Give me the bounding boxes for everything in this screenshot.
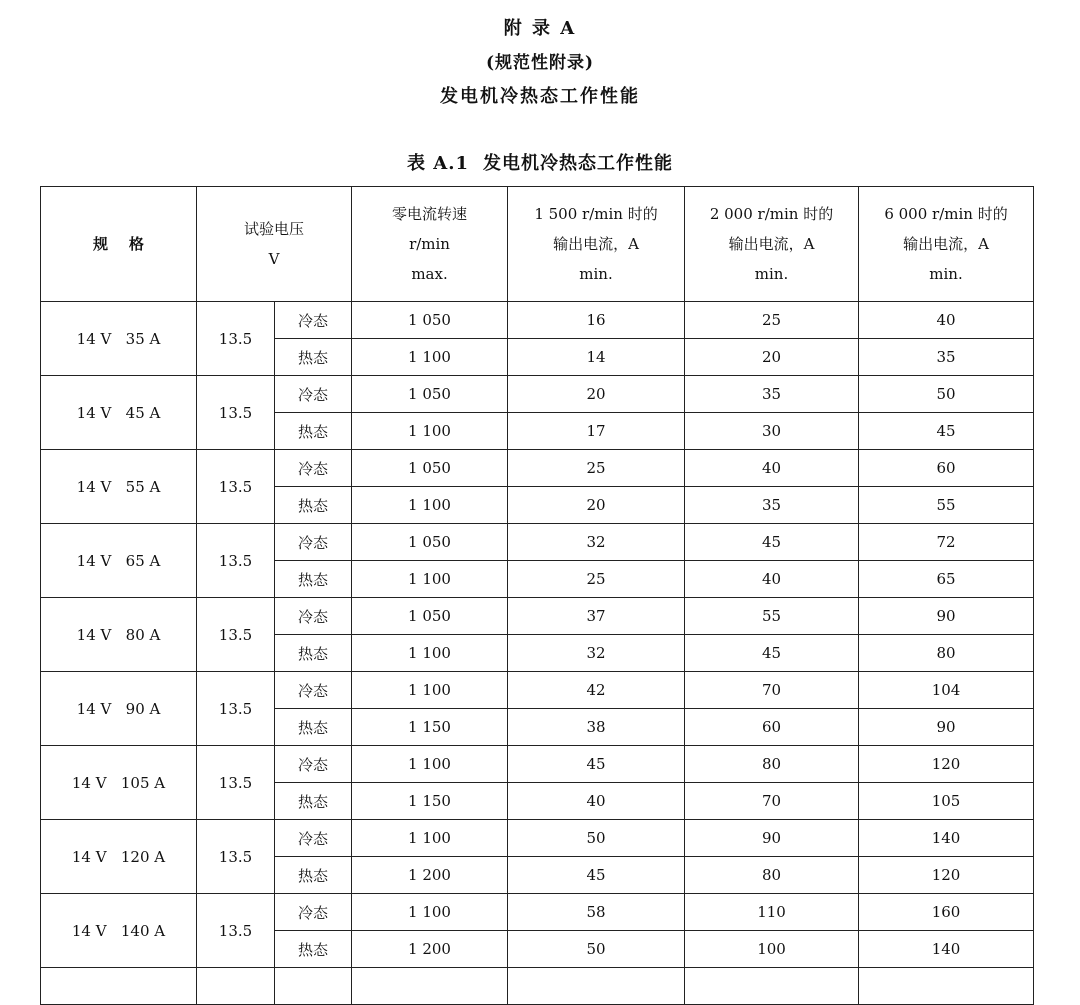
zero-speed-cell: 1 100 bbox=[352, 894, 508, 931]
state-cell: 冷态 bbox=[275, 598, 352, 635]
current-1500-cell: 40 bbox=[508, 783, 685, 820]
current-1500-cell: 50 bbox=[508, 820, 685, 857]
spec-cell: 14 V 55 A bbox=[41, 450, 197, 524]
header-current-6000-line: 6 000 r/min 时的 bbox=[884, 205, 1008, 223]
state-cell: 冷态 bbox=[275, 746, 352, 783]
zero-speed-cell: 1 100 bbox=[352, 820, 508, 857]
current-6000-cell: 90 bbox=[859, 709, 1034, 746]
current-2000-cell: 70 bbox=[685, 783, 859, 820]
state-cell: 热态 bbox=[275, 487, 352, 524]
current-1500-cell: 50 bbox=[508, 931, 685, 968]
voltage-cell: 13.5 bbox=[197, 894, 275, 968]
zero-speed-cell: 1 050 bbox=[352, 376, 508, 413]
state-cell: 冷态 bbox=[275, 894, 352, 931]
zero-speed-cell: 1 050 bbox=[352, 302, 508, 339]
partial-cell bbox=[197, 968, 275, 1005]
state-cell: 冷态 bbox=[275, 450, 352, 487]
state-cell: 热态 bbox=[275, 931, 352, 968]
header-current-6000 bbox=[859, 187, 1034, 302]
header-spec-label: 规 格 bbox=[93, 235, 144, 253]
zero-speed-cell: 1 150 bbox=[352, 709, 508, 746]
spec-cell: 14 V 35 A bbox=[41, 302, 197, 376]
current-1500-cell: 16 bbox=[508, 302, 685, 339]
current-2000-cell: 70 bbox=[685, 672, 859, 709]
state-cell: 热态 bbox=[275, 857, 352, 894]
table-caption bbox=[0, 149, 1080, 175]
current-6000-cell: 140 bbox=[859, 820, 1034, 857]
spec-cell: 14 V 45 A bbox=[41, 376, 197, 450]
current-6000-cell: 80 bbox=[859, 635, 1034, 672]
table-row bbox=[41, 524, 1034, 561]
spec-cell: 14 V 105 A bbox=[41, 746, 197, 820]
table-row bbox=[41, 820, 1034, 857]
header-current-1500-unit: 输出电流，A bbox=[553, 235, 639, 253]
zero-speed-cell: 1 100 bbox=[352, 635, 508, 672]
voltage-cell: 13.5 bbox=[197, 524, 275, 598]
header-zero-speed-line: 零电流转速 bbox=[392, 205, 468, 223]
current-2000-cell: 90 bbox=[685, 820, 859, 857]
current-1500-cell: 32 bbox=[508, 635, 685, 672]
zero-speed-cell: 1 200 bbox=[352, 857, 508, 894]
current-1500-cell: 32 bbox=[508, 524, 685, 561]
current-6000-cell: 90 bbox=[859, 598, 1034, 635]
current-1500-cell: 14 bbox=[508, 339, 685, 376]
state-cell: 冷态 bbox=[275, 302, 352, 339]
table-row-partial bbox=[41, 968, 1034, 1005]
state-cell: 热态 bbox=[275, 413, 352, 450]
header-current-2000-unit: 输出电流，A bbox=[728, 235, 815, 253]
header-current-6000-unit: 输出电流，A bbox=[903, 235, 989, 253]
header-voltage-unit: V bbox=[268, 250, 280, 268]
partial-cell bbox=[41, 968, 197, 1005]
spec-cell: 14 V 80 A bbox=[41, 598, 197, 672]
state-cell: 热态 bbox=[275, 635, 352, 672]
current-6000-cell: 60 bbox=[859, 450, 1034, 487]
current-6000-cell: 105 bbox=[859, 783, 1034, 820]
state-cell: 冷态 bbox=[275, 820, 352, 857]
current-2000-cell: 60 bbox=[685, 709, 859, 746]
current-2000-cell: 40 bbox=[685, 450, 859, 487]
spec-cell: 14 V 90 A bbox=[41, 672, 197, 746]
current-2000-cell: 80 bbox=[685, 857, 859, 894]
current-2000-cell: 45 bbox=[685, 635, 859, 672]
state-cell: 热态 bbox=[275, 561, 352, 598]
current-2000-cell: 45 bbox=[685, 524, 859, 561]
table-number: 表 A.1 bbox=[406, 153, 470, 174]
current-1500-cell: 38 bbox=[508, 709, 685, 746]
current-2000-cell: 20 bbox=[685, 339, 859, 376]
current-1500-cell: 17 bbox=[508, 413, 685, 450]
table-row bbox=[41, 746, 1034, 783]
partial-cell bbox=[352, 968, 508, 1005]
spec-cell: 14 V 140 A bbox=[41, 894, 197, 968]
zero-speed-cell: 1 050 bbox=[352, 524, 508, 561]
current-2000-cell: 40 bbox=[685, 561, 859, 598]
current-2000-cell: 100 bbox=[685, 931, 859, 968]
current-6000-cell: 55 bbox=[859, 487, 1034, 524]
appendix-subtitle: (规范性附录) bbox=[485, 53, 595, 73]
voltage-cell: 13.5 bbox=[197, 450, 275, 524]
current-2000-cell: 30 bbox=[685, 413, 859, 450]
voltage-cell: 13.5 bbox=[197, 376, 275, 450]
voltage-cell: 13.5 bbox=[197, 598, 275, 672]
performance-table bbox=[40, 186, 1034, 1005]
current-2000-cell: 80 bbox=[685, 746, 859, 783]
current-2000-cell: 35 bbox=[685, 376, 859, 413]
voltage-cell: 13.5 bbox=[197, 746, 275, 820]
current-6000-cell: 50 bbox=[859, 376, 1034, 413]
table-title: 发电机冷热态工作性能 bbox=[483, 153, 674, 174]
current-6000-cell: 35 bbox=[859, 339, 1034, 376]
table-row bbox=[41, 376, 1034, 413]
header-zero-speed-limit: max. bbox=[411, 265, 448, 283]
current-2000-cell: 25 bbox=[685, 302, 859, 339]
voltage-cell: 13.5 bbox=[197, 672, 275, 746]
spec-cell: 14 V 65 A bbox=[41, 524, 197, 598]
table-row bbox=[41, 598, 1034, 635]
header-current-1500-limit: min. bbox=[579, 265, 613, 283]
table-row bbox=[41, 672, 1034, 709]
appendix-title: 附 录 A bbox=[503, 18, 577, 39]
zero-speed-cell: 1 050 bbox=[352, 598, 508, 635]
current-2000-cell: 110 bbox=[685, 894, 859, 931]
current-6000-cell: 140 bbox=[859, 931, 1034, 968]
header-zero-speed-unit: r/min bbox=[409, 235, 450, 253]
current-1500-cell: 20 bbox=[508, 487, 685, 524]
header-current-2000-line: 2 000 r/min 时的 bbox=[709, 205, 834, 223]
header-current-1500-line: 1 500 r/min 时的 bbox=[534, 205, 658, 223]
zero-speed-cell: 1 100 bbox=[352, 487, 508, 524]
current-6000-cell: 120 bbox=[859, 857, 1034, 894]
table-body bbox=[41, 302, 1034, 1005]
state-cell: 热态 bbox=[275, 709, 352, 746]
zero-speed-cell: 1 100 bbox=[352, 746, 508, 783]
spec-cell: 14 V 120 A bbox=[41, 820, 197, 894]
current-1500-cell: 20 bbox=[508, 376, 685, 413]
current-1500-cell: 25 bbox=[508, 450, 685, 487]
appendix-topic: 发电机冷热态工作性能 bbox=[440, 86, 640, 107]
state-cell: 冷态 bbox=[275, 672, 352, 709]
table-row bbox=[41, 302, 1034, 339]
partial-cell bbox=[508, 968, 685, 1005]
current-1500-cell: 42 bbox=[508, 672, 685, 709]
header-current-2000 bbox=[685, 187, 859, 302]
header-current-6000-limit: min. bbox=[929, 265, 963, 283]
current-6000-cell: 160 bbox=[859, 894, 1034, 931]
voltage-cell: 13.5 bbox=[197, 820, 275, 894]
state-cell: 冷态 bbox=[275, 524, 352, 561]
table-row bbox=[41, 894, 1034, 931]
current-2000-cell: 35 bbox=[685, 487, 859, 524]
table-header-row bbox=[41, 187, 1034, 302]
state-cell: 热态 bbox=[275, 339, 352, 376]
state-cell: 热态 bbox=[275, 783, 352, 820]
table-row bbox=[41, 450, 1034, 487]
current-1500-cell: 25 bbox=[508, 561, 685, 598]
zero-speed-cell: 1 050 bbox=[352, 450, 508, 487]
header-voltage-line: 试验电压 bbox=[244, 220, 305, 238]
current-1500-cell: 58 bbox=[508, 894, 685, 931]
header-current-2000-limit: min. bbox=[754, 265, 789, 283]
header-current-1500 bbox=[508, 187, 685, 302]
current-6000-cell: 40 bbox=[859, 302, 1034, 339]
current-6000-cell: 120 bbox=[859, 746, 1034, 783]
current-1500-cell: 45 bbox=[508, 857, 685, 894]
current-1500-cell: 37 bbox=[508, 598, 685, 635]
header-spec bbox=[41, 187, 197, 302]
current-6000-cell: 45 bbox=[859, 413, 1034, 450]
header-zero-speed bbox=[352, 187, 508, 302]
header-voltage bbox=[197, 187, 352, 302]
current-6000-cell: 104 bbox=[859, 672, 1034, 709]
partial-cell bbox=[275, 968, 352, 1005]
current-1500-cell: 45 bbox=[508, 746, 685, 783]
zero-speed-cell: 1 100 bbox=[352, 672, 508, 709]
zero-speed-cell: 1 100 bbox=[352, 561, 508, 598]
voltage-cell: 13.5 bbox=[197, 302, 275, 376]
zero-speed-cell: 1 200 bbox=[352, 931, 508, 968]
zero-speed-cell: 1 150 bbox=[352, 783, 508, 820]
partial-cell bbox=[685, 968, 859, 1005]
current-6000-cell: 65 bbox=[859, 561, 1034, 598]
partial-cell bbox=[859, 968, 1034, 1005]
state-cell: 冷态 bbox=[275, 376, 352, 413]
current-6000-cell: 72 bbox=[859, 524, 1034, 561]
zero-speed-cell: 1 100 bbox=[352, 339, 508, 376]
zero-speed-cell: 1 100 bbox=[352, 413, 508, 450]
current-2000-cell: 55 bbox=[685, 598, 859, 635]
